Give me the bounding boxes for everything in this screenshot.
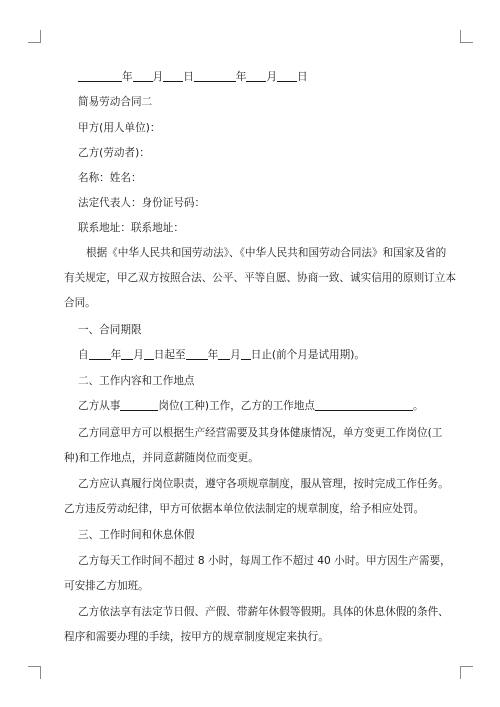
blank-term-end-month[interactable] [218,347,230,360]
date-day-1: 日 [183,71,194,83]
document-title: 简易劳动合同二 [78,96,153,108]
term-from: 自 [78,349,89,361]
blank-term-start-day[interactable] [144,347,154,360]
contract-term-line [78,347,365,363]
term-year-1: 年 [110,349,122,361]
paragraph-hours-line-2: 可安排乙方加班。 [64,580,149,592]
job-line [78,398,424,414]
term-until: 日起至 [153,349,186,361]
paragraph-basis-line-3: 合同。 [64,297,96,309]
crop-mark-bottom-left [28,666,41,679]
blank-month-2[interactable] [246,69,266,82]
crop-mark-top-left [28,30,41,43]
blank-job-position[interactable] [120,398,158,411]
address-row: 联系地址：联系地址： [78,222,184,234]
job-prefix: 乙方从事 [78,400,121,412]
date-day-2: 日 [296,71,308,83]
date-year-1: 年 [122,71,133,83]
paragraph-leave-line-1: 乙方依法享有法定节日假、产假、带薪年休假等假期。具体的休息休假的条件、 [78,606,449,618]
paragraph-change-line-2: 种)和工作地点，并同意薪随岗位而变更。 [64,452,259,464]
date-line [78,69,308,85]
blank-year-2[interactable] [194,69,236,82]
blank-month-1[interactable] [133,69,153,82]
date-year-2: 年 [235,71,247,83]
crop-mark-bottom-right [460,666,473,679]
term-month-2: 月 [230,349,241,361]
date-month-2: 月 [266,71,277,83]
party-a-label: 甲方(用人单位)： [78,122,161,134]
section-2-heading: 二、工作内容和工作地点 [78,375,195,387]
blank-term-end-year[interactable] [186,347,208,360]
representative-row: 法定代表人：身份证号码： [78,197,206,209]
job-suffix: 。 [412,400,424,412]
paragraph-change-line-1: 乙方同意甲方可以根据生产经营需要及其身体健康情况，单方变更工作岗位(工 [78,427,443,439]
crop-mark-top-right [460,30,473,43]
paragraph-hours-line-1: 乙方每天工作时间不超过 8 小时，每周工作不超过 40 小时。甲方因生产需要， [78,555,451,567]
paragraph-basis-line-1: 根据《中华人民共和国劳动法》、《中华人民共和国劳动合同法》和国家及省的 [86,247,447,259]
blank-year-1[interactable] [78,69,122,82]
blank-term-start-month[interactable] [121,347,133,360]
blank-term-start-year[interactable] [89,347,111,360]
name-row: 名称：姓名： [78,172,142,184]
paragraph-basis-line-2: 有关规定，甲乙双方按照合法、公平、平等自愿、协商一致、诚实信用的原则订立本 [64,272,456,284]
paragraph-duties-line-1: 乙方应认真履行岗位职责，遵守各项规章制度，服从管理，按时完成工作任务。 [78,478,449,490]
paragraph-duties-line-2: 乙方违反劳动纪律，甲方可依据本单位依法制定的规章制度，给予相应处罚。 [64,503,425,515]
date-month-1: 月 [152,71,164,83]
blank-work-location[interactable] [315,398,413,411]
term-end: 日止(前个月是试用期)。 [250,349,365,361]
term-year-2: 年 [207,349,219,361]
section-3-heading: 三、工作时间和休息休假 [78,529,195,541]
job-middle: 岗位(工种)工作，乙方的工作地点 [158,400,315,412]
blank-day-1[interactable] [163,69,183,82]
paragraph-leave-line-2: 程序和需要办理的手续，按甲方的规章制度规定来执行。 [64,631,329,643]
blank-term-end-day[interactable] [241,347,251,360]
blank-day-2[interactable] [277,69,297,82]
party-b-label: 乙方(劳动者)： [78,147,150,159]
section-1-heading: 一、合同期限 [78,324,142,336]
term-month-1: 月 [133,349,144,361]
